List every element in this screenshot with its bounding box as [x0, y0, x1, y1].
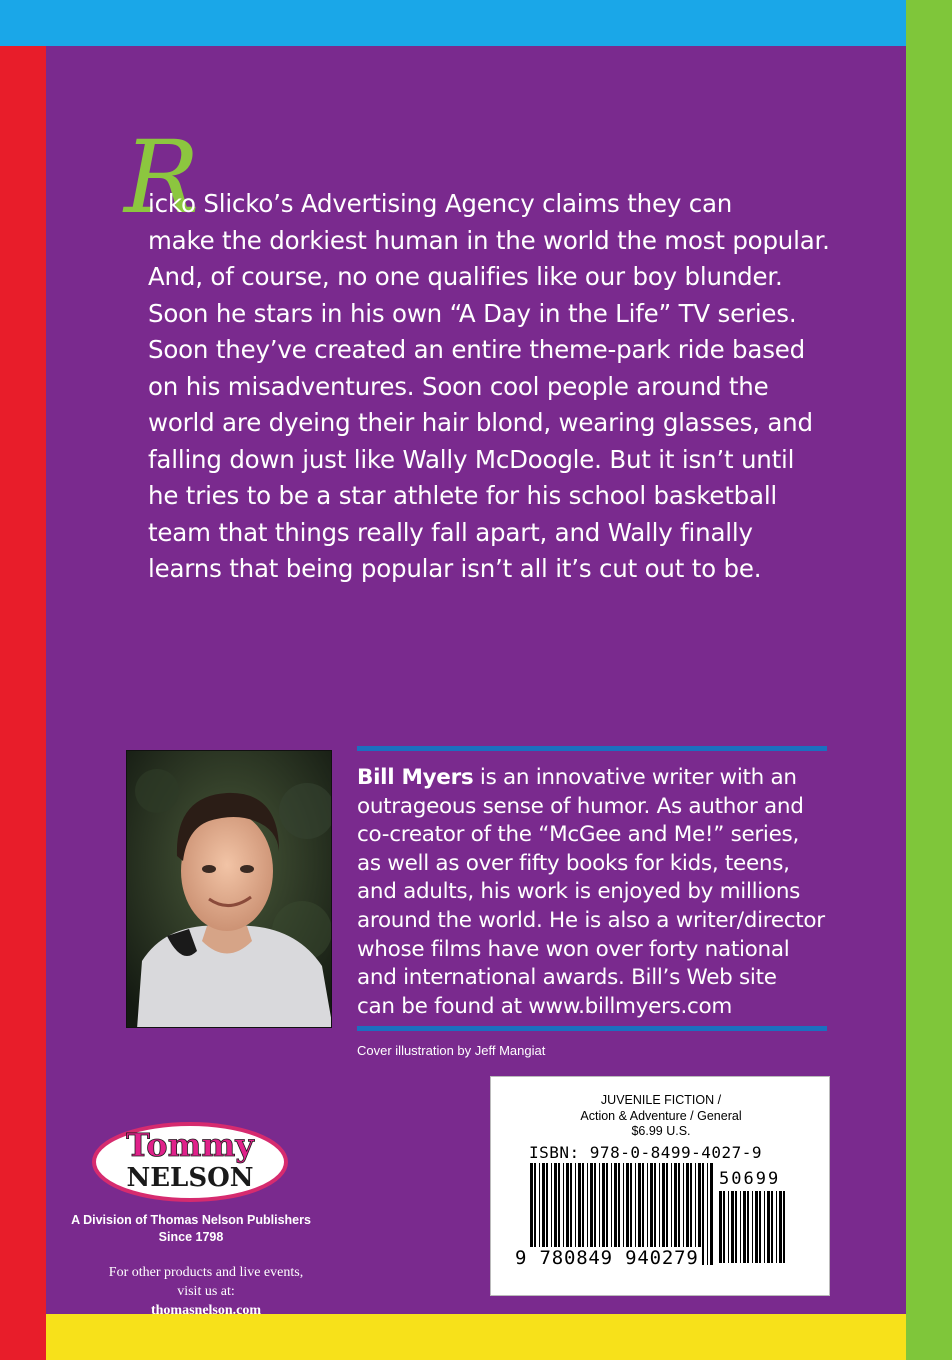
category-line: Action & Adventure / General [580, 1108, 742, 1123]
blurb-line: team that things really fall apart, and Wally finally [148, 517, 753, 547]
author-name: Bill Myers [357, 765, 474, 790]
left-color-band [0, 46, 46, 1360]
book-blurb [148, 186, 838, 588]
publisher-info [56, 1212, 326, 1246]
bio-line: whose films have won over forty national [357, 936, 790, 962]
blurb-line: And, of course, no one qualifies like our boy blunder. [148, 262, 783, 291]
bio-line [357, 764, 847, 793]
blurb-line: make the dorkiest human in the world the most popular. [148, 225, 830, 255]
bio-first-line: is an innovative writer with an [473, 765, 797, 790]
blurb-line: Soon they’ve created an entire theme-park ride based [148, 335, 805, 364]
blurb-line: icko Slicko’s Advertising Agency claims they can [148, 189, 733, 218]
publisher-division: A Division of Thomas Nelson Publishers [71, 1213, 311, 1227]
blurb-line: Soon he stars in his own “A Day in the Life” TV series. [148, 298, 797, 328]
logo-tommy-text: Tommy [126, 1126, 254, 1164]
blurb-line: on his misadventures. Soon cool people around the [148, 371, 769, 401]
blurb-line: falling down just like Wally McDoogle. But it isn’t until [148, 444, 795, 474]
publisher-url: thomasnelson.com [150, 1303, 262, 1318]
bio-top-rule [357, 746, 827, 751]
visit-line: For other products and live events, [108, 1265, 304, 1280]
publisher-visit [56, 1263, 356, 1320]
category-line: JUVENILE FICTION / [600, 1093, 722, 1107]
barcode-box [490, 1076, 830, 1296]
addon-number: 50699 [719, 1169, 781, 1189]
ean-number: 9 780849 940279 [515, 1247, 699, 1269]
addon-barcode [717, 1191, 789, 1263]
blurb-dropcap: R [124, 119, 200, 236]
blurb-line: world are dyeing their hair blond, wearing glasses, and [148, 408, 813, 437]
blurb-line: he tries to be a star athlete for his school basketball [148, 481, 778, 510]
logo-nelson-text: NELSON [126, 1163, 254, 1193]
bottom-color-band [46, 1314, 906, 1360]
bio-line: can be found at www.billmyers.com [357, 993, 733, 1019]
right-color-band [906, 0, 952, 1360]
visit-prefix: visit us at: [177, 1284, 235, 1299]
isbn-text: ISBN: 978-0-8499-4027-9 [529, 1143, 763, 1162]
cover-credit: Cover illustration by Jeff Mangiat [357, 1043, 546, 1058]
blurb-line: learns that being popular isn’t all it’s cut out to be. [148, 554, 762, 583]
tommy-nelson-logo [90, 1118, 290, 1202]
author-bio [357, 764, 847, 1021]
author-photo [126, 750, 332, 1028]
bio-line: around the world. He is also a writer/director [357, 907, 825, 933]
category-info [491, 1093, 831, 1140]
top-color-band [0, 0, 952, 46]
bio-bottom-rule [357, 1026, 827, 1031]
price: $6.99 U.S. [631, 1124, 691, 1138]
bio-line: as well as over fifty books for kids, teens, [357, 850, 790, 876]
visit-line [56, 1282, 356, 1320]
bio-line: co-creator of the “McGee and Me!” series, [357, 822, 799, 848]
bio-line: and international awards. Bill’s Web site [357, 965, 777, 991]
bio-line: and adults, his work is enjoyed by millions [357, 879, 801, 905]
publisher-since: Since 1798 [158, 1230, 224, 1244]
bio-line: outrageous sense of humor. As author and [357, 793, 804, 819]
